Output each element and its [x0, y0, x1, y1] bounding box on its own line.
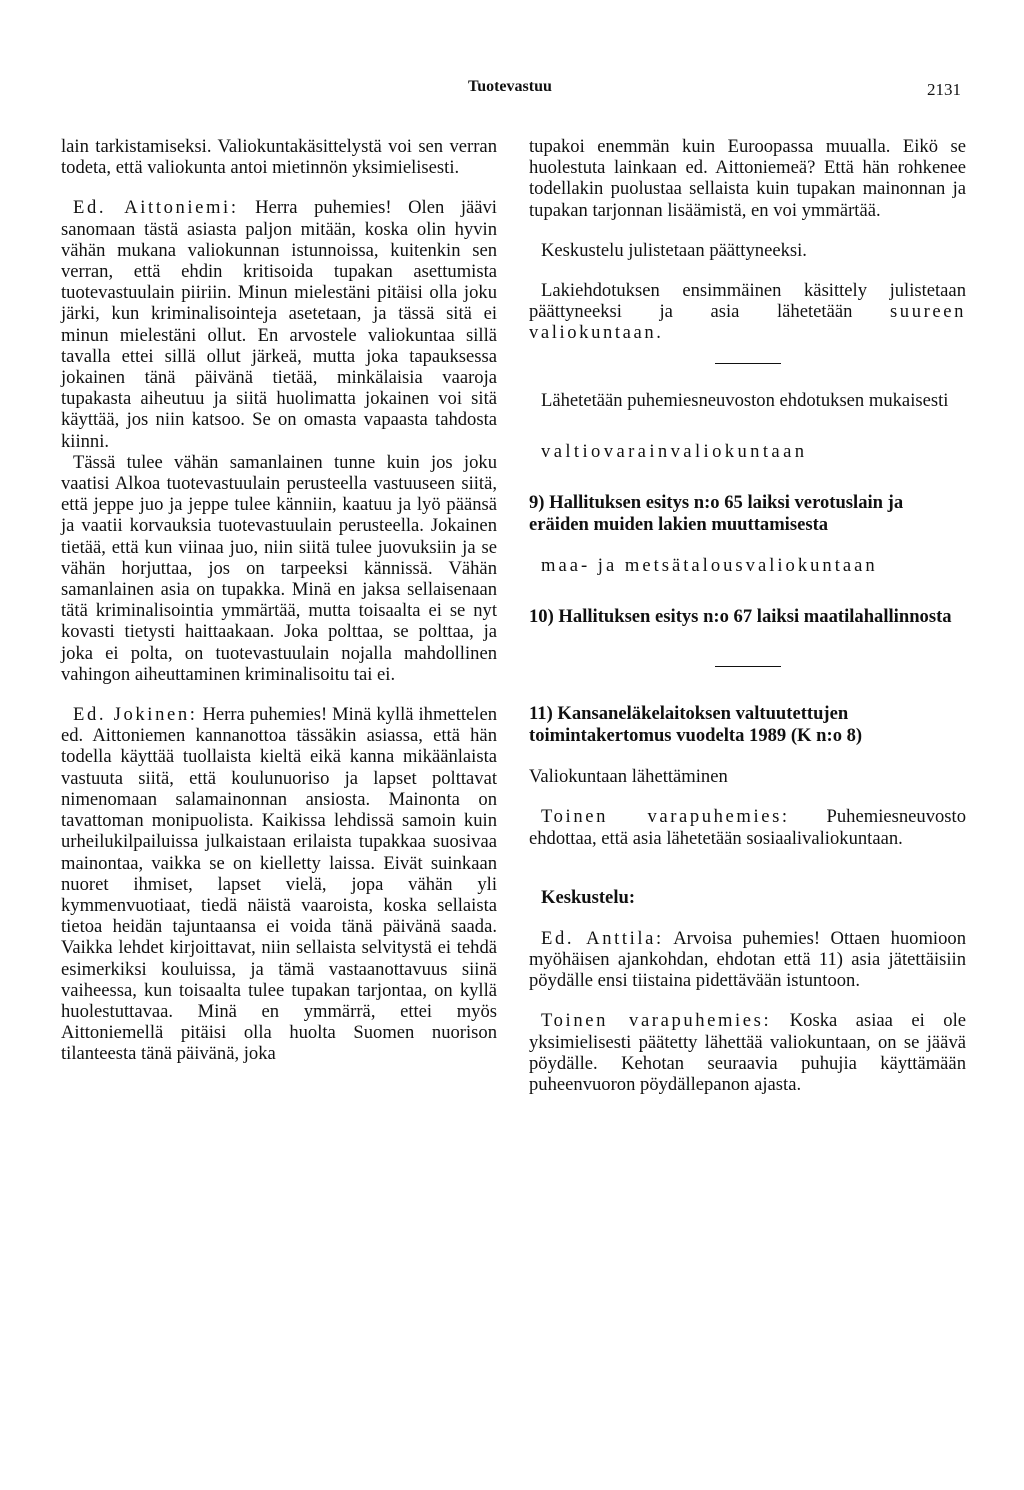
speech-text: Koska asiaa ei ole yksimielisesti päätetty lähettää valiokuntaan, on se jäävä pöydälle. Kehotan seuraavia puhujia käyttämään puheenvuoron pöydällepanon ajasta. — [529, 1010, 966, 1096]
paragraph: Tässä tulee vähän samanlainen tunne kuin jos joku vaatisi Alkoa tuotevastuulain perusteella vastuuseen siitä, että jeppe juo ja jeppe tulee känniin, kaatuu ja lyö päänsä ja vaatii korvauksia tuotevastuulain perusteella. Jokainen tietää, että kun viinaa juo, niin siitä tulee juovuksiin ja se vähän horjuttaa, jos on tarpeeksi kännissä. Vähän samanlainen asia on tupakka. Minä en jaksa sellaisenaan tätä kriminalisointia ymmärtää, mutta toisaalta ei se nyt kovasti tietysti haittaakaan. Joka polttaa, se polttaa, ja joka ei polta, on tuotevastuulain nojalla mahdollinen vahingon aiheuttaminen kriminalisoitu tai ei. — [61, 451, 497, 685]
speech-anttila — [529, 928, 966, 992]
speech-jokinen — [61, 704, 497, 1064]
paragraph: Valiokuntaan lähettäminen — [529, 766, 728, 788]
page-number: 2131 — [927, 80, 961, 99]
paragraph-text: Lakiehdotuksen ensimmäinen käsittely julistetaan päättyneeksi ja asia lähetetään — [529, 280, 966, 323]
speech-aittoniemi — [61, 197, 497, 451]
paragraph: lain tarkistamiseksi. Valiokuntakäsittelystä voi sen verran todeta, että valiokunta antoi mietinnön yksimielisesti. — [61, 136, 497, 179]
speech-text: Herra puhemies! Olen jäävi sanomaan tästä asiasta paljon mitään, koska olin hyvin vähän mukana valiokunnan istunnoissa, kuitenkin sen verran, että ehdin kritisoida tupakan asettumista tuotevastuulain piiriin. Minun mielestäni pitäisi olla joku järki, kun kriminalisointeja asetetaan, ja tässä sitä ei minun mielestäni ollut. En arvostele valiokuntaa sillä tavalla ettei sillä ollut järkeä, mutta joka tapauksessa jokainen tänä päivänä tietää, minkälaisia vaaroja tupakasta aiheutuu ja siitä huolimatta jokainen voi sitä käyttää, jos niin katsoo. Se on omasta vapaasta tahdosta kiinni. — [61, 197, 497, 452]
speech-text: Puhemiesneuvosto ehdottaa, että asia lähetetään sosiaalivaliokuntaan. — [529, 806, 966, 849]
speech-toinen-varapuhemies — [529, 1010, 966, 1095]
paragraph: tupakoi enemmän kuin Euroopassa muualla. Eikö se huolestuta lainkaan ed. Aittoniemeä? Että hän rohkenee todellakin puolustaa sellaista kuin tupakan mainonnan ja tupakan tarjonnan lisäämistä, en voi ymmärtää. — [529, 136, 966, 221]
divider-rule — [715, 363, 781, 364]
section-heading: Keskustelu: — [541, 886, 636, 908]
left-column — [61, 136, 497, 1065]
divider — [529, 666, 966, 667]
paragraph: Lähetetään puhemiesneuvoston ehdotuksen mukaisesti — [541, 389, 949, 411]
paragraph: Keskustelu julistetaan päättyneeksi. — [541, 239, 807, 261]
speech-text: Arvoisa puhemies! Ottaen huomioon myöhäisen ajankohdan, ehdotan että 11) asia jätettäisiin pöydälle ensi tiistaina pidettävään istuntoon. — [529, 927, 966, 992]
speaker-name: Toinen varapuhemies: — [541, 806, 790, 828]
right-column — [529, 136, 966, 1095]
speaker-name: Ed. Aittoniemi: — [73, 197, 239, 219]
speaker-name: Ed. Anttila: — [541, 927, 664, 949]
committee-name: valtiovarainvaliokuntaan — [541, 440, 808, 462]
agenda-item-heading: 10) Hallituksen esitys n:o 67 laiksi maatilahallinnosta — [529, 606, 952, 628]
agenda-item-heading: 9) Hallituksen esitys n:o 65 laiksi verotuslain ja eräiden muiden lakien muuttamisesta — [529, 492, 904, 536]
speech-toinen-varapuhemies — [529, 806, 966, 848]
paragraph — [529, 280, 966, 344]
speaker-name: Toinen varapuhemies: — [541, 1010, 772, 1032]
divider-rule — [715, 666, 781, 667]
committee-name: maa- ja metsätalousvaliokuntaan — [541, 555, 878, 577]
speaker-name: Ed. Jokinen: — [73, 704, 198, 726]
speech-text: Herra puhemies! Minä kyllä ihmettelen ed. Aittoniemen kannanottoa tässäkin asiassa, että hän todella käyttää tuollaista kieltä eikä kanna mikäänlaista vastuuta siitä, että koulunuoriso ja lapset polttavat nimenomaan salamainonnan ansiosta. Mainonta on tavattoman monipuolista. Kaikissa lehdissä samoin kuin urheilukilpailuissa julkaistaan erilaista tupakkaa suosivaa mainontaa, vaikka se on kielletty laissa. Eivät suinkaan nuoret ihmiset, lapset vielä, jopa vähän yli kymmenvuotiaat, tiedä näistä vaaroista, koska sellaista tietoa heidän tajuntaansa ei voida tänä päivänä saada. Vaikka lehdet kirjoittavat, niin sellaista selvitystä ei tehdä esimerkiksi kouluissa, ja tämä vastaanottavuus siinä vaiheessa, kun toisaalta tulee tupakan tarjontaa, on kyllä huolestuttavaa. Minä en ymmärrä, ettei myös Aittoniemellä pitäisi olla huolta Suomen nuorison tilanteesta tänä päivänä, joka — [61, 704, 497, 1065]
running-header-title: Tuotevastuu — [468, 78, 552, 95]
committee-name: suureen valiokuntaan. — [529, 301, 966, 344]
agenda-item-heading: 11) Kansaneläkelaitoksen valtuutettujen toimintakertomus vuodelta 1989 (K n:o 8) — [529, 703, 863, 747]
divider — [529, 363, 966, 364]
